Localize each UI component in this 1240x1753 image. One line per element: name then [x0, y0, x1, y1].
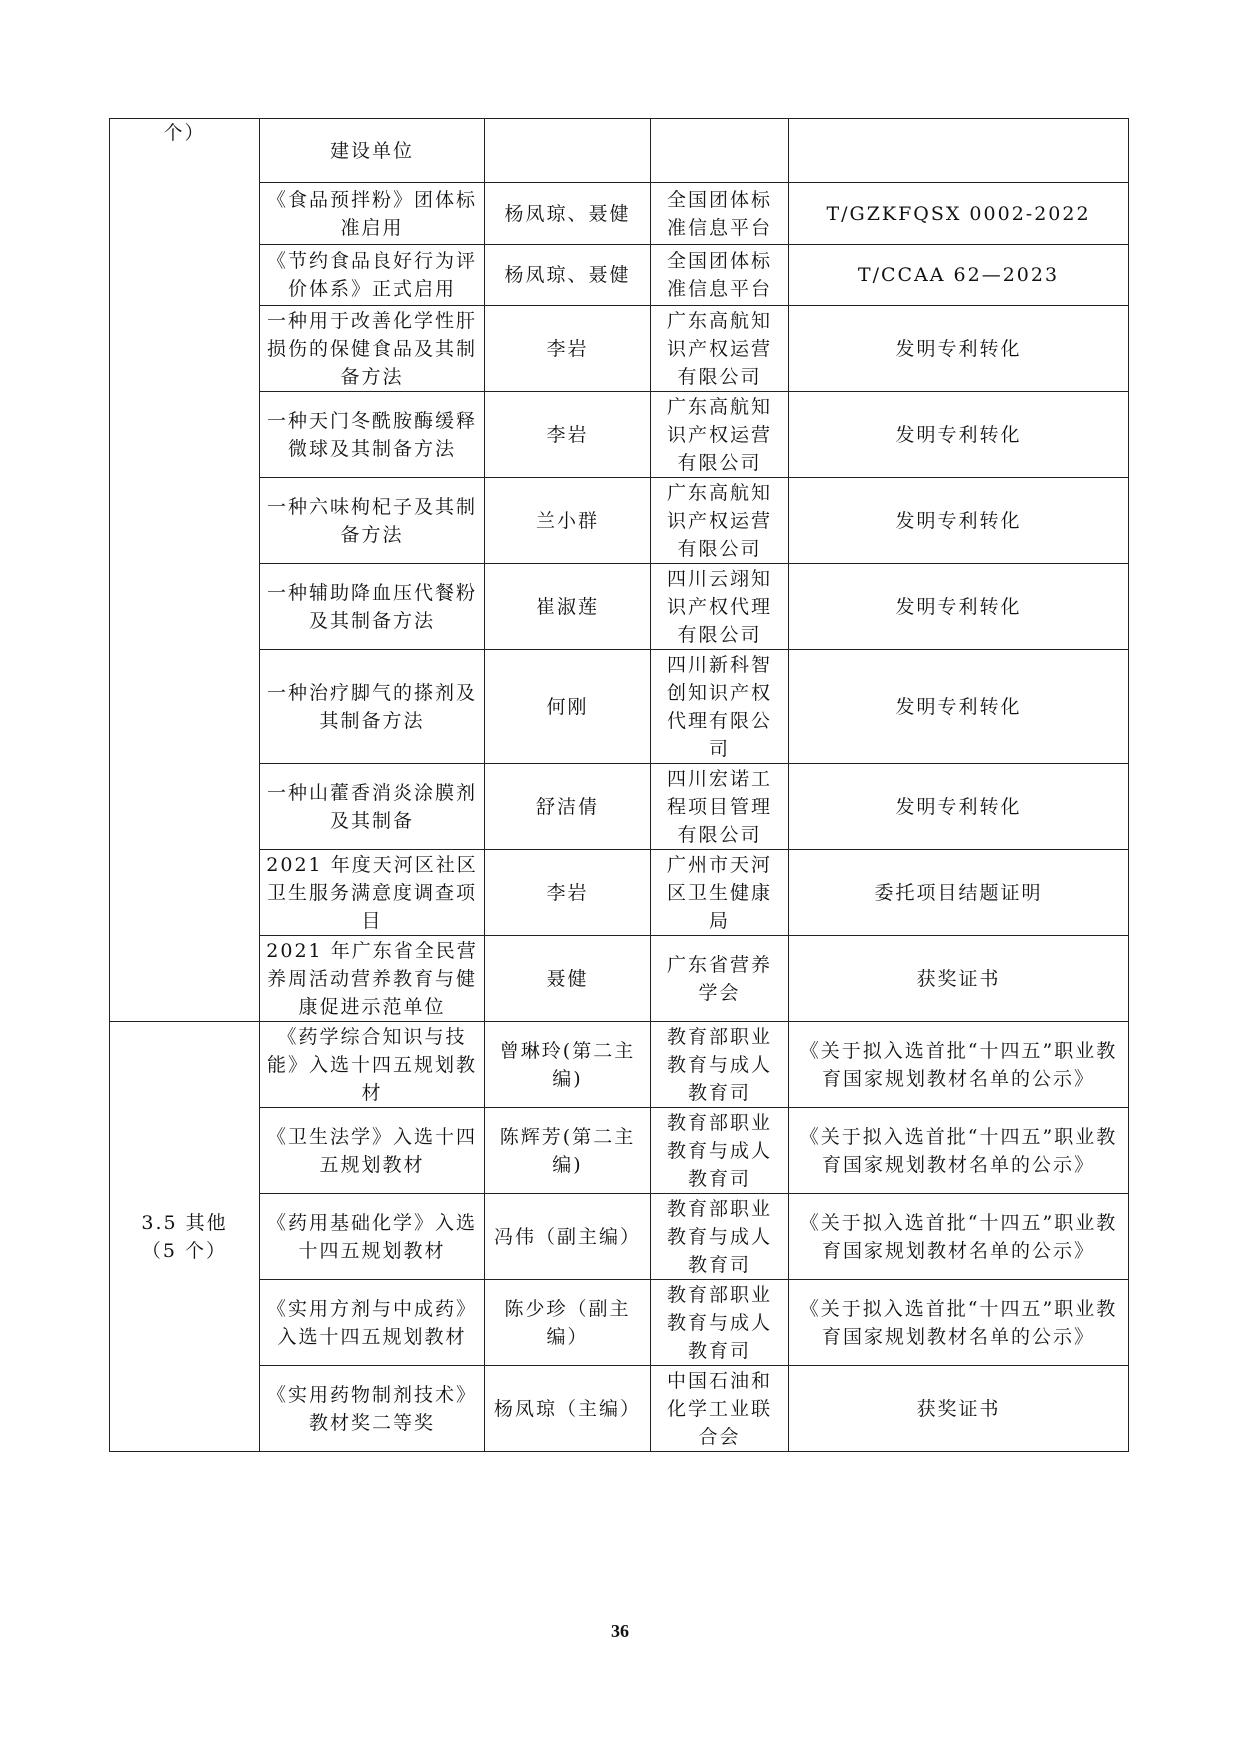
item-name-cell: 《节约食品良好行为评价体系》正式启用 — [260, 245, 485, 306]
person-cell: 兰小群 — [485, 478, 651, 564]
table-row — [110, 1022, 1129, 1108]
proof-cell: 《关于拟入选首批“十四五”职业教育国家规划教材名单的公示》 — [789, 1280, 1129, 1366]
org-cell: 中国石油和化学工业联合会 — [651, 1366, 789, 1452]
org-cell: 广州市天河区卫生健康局 — [651, 850, 789, 936]
item-name-cell: 2021 年度天河区社区卫生服务满意度调查项目 — [260, 850, 485, 936]
proof-cell — [789, 119, 1129, 183]
org-cell: 四川宏诺工程项目管理有限公司 — [651, 764, 789, 850]
table-row — [110, 564, 1129, 650]
org-cell: 全国团体标准信息平台 — [651, 183, 789, 245]
proof-cell: 《关于拟入选首批“十四五”职业教育国家规划教材名单的公示》 — [789, 1108, 1129, 1194]
org-cell: 教育部职业教育与成人教育司 — [651, 1194, 789, 1280]
table-row — [110, 245, 1129, 306]
proof-cell: 发明专利转化 — [789, 478, 1129, 564]
item-name-cell: 建设单位 — [260, 119, 485, 183]
item-name-cell: 《药学综合知识与技能》入选十四五规划教材 — [260, 1022, 485, 1108]
proof-cell: T/GZKFQSX 0002-2022 — [789, 183, 1129, 245]
person-cell: 何刚 — [485, 650, 651, 764]
person-cell: 李岩 — [485, 850, 651, 936]
table-row — [110, 936, 1129, 1022]
table-row — [110, 478, 1129, 564]
category-cell — [110, 1022, 260, 1452]
person-cell: 冯伟（副主编） — [485, 1194, 651, 1280]
org-cell: 四川云翊知识产权代理有限公司 — [651, 564, 789, 650]
item-name-cell: 一种六味枸杞子及其制备方法 — [260, 478, 485, 564]
category-label: 个） — [163, 122, 206, 144]
org-cell — [651, 119, 789, 183]
org-cell: 教育部职业教育与成人教育司 — [651, 1108, 789, 1194]
org-cell: 教育部职业教育与成人教育司 — [651, 1022, 789, 1108]
item-name-cell: 《实用方剂与中成药》入选十四五规划教材 — [260, 1280, 485, 1366]
item-name-cell: 《实用药物制剂技术》教材奖二等奖 — [260, 1366, 485, 1452]
proof-cell: T/CCAA 62—2023 — [789, 245, 1129, 306]
table-row — [110, 183, 1129, 245]
person-cell: 曾琳玲(第二主编) — [485, 1022, 651, 1108]
item-name-cell: 2021 年广东省全民营养周活动营养教育与健康促进示范单位 — [260, 936, 485, 1022]
person-cell — [485, 119, 651, 183]
item-name-cell: 一种辅助降血压代餐粉及其制备方法 — [260, 564, 485, 650]
table-row — [110, 306, 1129, 392]
item-name-cell: 一种用于改善化学性肝损伤的保健食品及其制备方法 — [260, 306, 485, 392]
person-cell: 舒洁倩 — [485, 764, 651, 850]
person-cell: 聂健 — [485, 936, 651, 1022]
item-name-cell: 《卫生法学》入选十四五规划教材 — [260, 1108, 485, 1194]
table-row — [110, 764, 1129, 850]
person-cell: 陈辉芳(第二主编) — [485, 1108, 651, 1194]
org-cell: 广东高航知识产权运营有限公司 — [651, 306, 789, 392]
table-row — [110, 1366, 1129, 1452]
proof-cell: 《关于拟入选首批“十四五”职业教育国家规划教材名单的公示》 — [789, 1022, 1129, 1108]
proof-cell: 发明专利转化 — [789, 650, 1129, 764]
org-cell: 广东高航知识产权运营有限公司 — [651, 392, 789, 478]
category-cell — [110, 119, 260, 1022]
person-cell: 陈少珍（副主编） — [485, 1280, 651, 1366]
item-name-cell: 一种天门冬酰胺酶缓释微球及其制备方法 — [260, 392, 485, 478]
person-cell: 杨凤琼、聂健 — [485, 183, 651, 245]
proof-cell: 发明专利转化 — [789, 764, 1129, 850]
category-count: （5 个） — [141, 1239, 228, 1262]
person-cell: 杨凤琼（主编） — [485, 1366, 651, 1452]
table-row — [110, 650, 1129, 764]
item-name-cell: 一种治疗脚气的搽剂及其制备方法 — [260, 650, 485, 764]
proof-cell: 发明专利转化 — [789, 564, 1129, 650]
table-row — [110, 850, 1129, 936]
org-cell: 广东省营养学会 — [651, 936, 789, 1022]
proof-cell: 《关于拟入选首批“十四五”职业教育国家规划教材名单的公示》 — [789, 1194, 1129, 1280]
org-cell: 全国团体标准信息平台 — [651, 245, 789, 306]
category-label: 3.5 其他 — [141, 1211, 228, 1234]
person-cell: 杨凤琼、聂健 — [485, 245, 651, 306]
achievements-table — [109, 118, 1129, 1452]
item-name-cell: 《药用基础化学》入选十四五规划教材 — [260, 1194, 485, 1280]
table-row — [110, 1108, 1129, 1194]
person-cell: 李岩 — [485, 392, 651, 478]
org-cell: 教育部职业教育与成人教育司 — [651, 1280, 789, 1366]
page-number: 36 — [611, 1621, 629, 1641]
proof-cell: 发明专利转化 — [789, 392, 1129, 478]
proof-cell: 委托项目结题证明 — [789, 850, 1129, 936]
table-row — [110, 119, 1129, 183]
table-row — [110, 1194, 1129, 1280]
table-row — [110, 392, 1129, 478]
org-cell: 四川新科智创知识产权代理有限公司 — [651, 650, 789, 764]
proof-cell: 获奖证书 — [789, 936, 1129, 1022]
org-cell: 广东高航知识产权运营有限公司 — [651, 478, 789, 564]
item-name-cell: 《食品预拌粉》团体标准启用 — [260, 183, 485, 245]
table-row — [110, 1280, 1129, 1366]
person-cell: 崔淑莲 — [485, 564, 651, 650]
proof-cell: 获奖证书 — [789, 1366, 1129, 1452]
item-name-cell: 一种山藿香消炎涂膜剂及其制备 — [260, 764, 485, 850]
person-cell: 李岩 — [485, 306, 651, 392]
proof-cell: 发明专利转化 — [789, 306, 1129, 392]
